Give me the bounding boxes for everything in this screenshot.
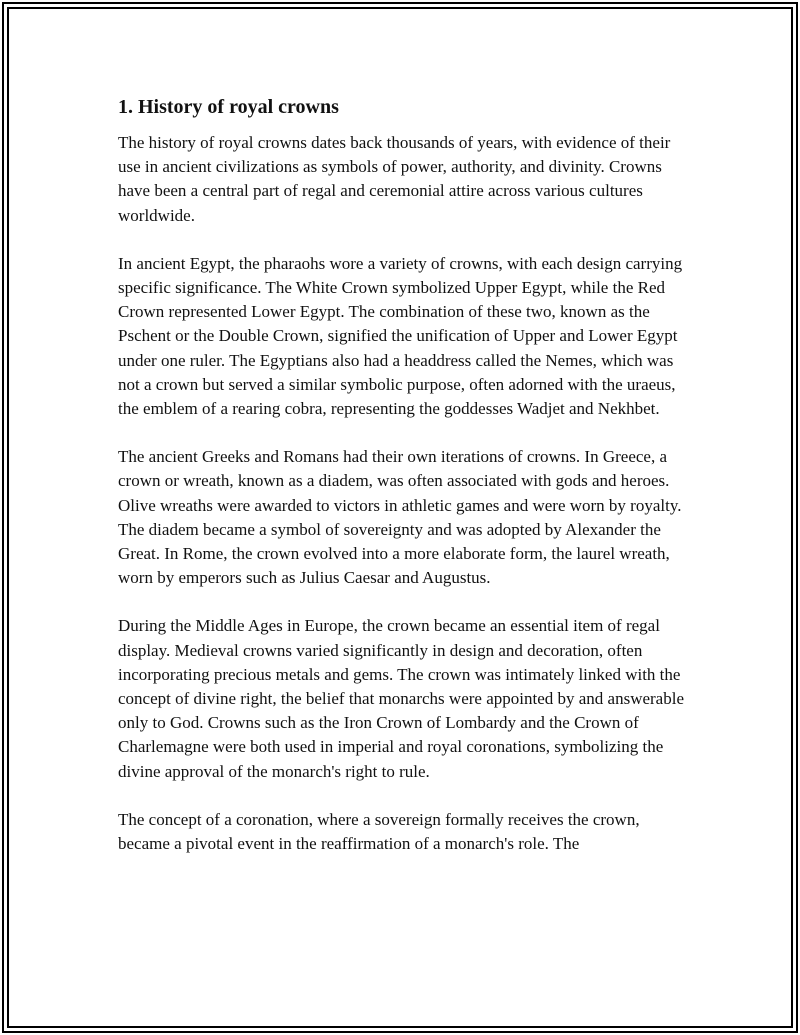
paragraph-coronation: The concept of a coronation, where a sovereign formally receives the crown, became a pivotal event in the reaffirmation of a monarch's role. The <box>118 809 640 854</box>
paragraph-egypt: In ancient Egypt, the pharaohs wore a variety of crowns, with each design carrying specific significance. The White Crown symbolized Upper Egypt, while the Red Crown represented Lower Egypt. The combination of these two, known as the Pschent or the Double Crown, signified the unification of Upper and Lower Egypt under one ruler. The Egyptians also had a headdress called the Nemes, which was not a crown but served a similar symbolic purpose, often adorned with the uraeus, the emblem of a rearing cobra, representing the goddesses Wadjet and Nekhbet. <box>118 253 683 419</box>
document-body <box>118 93 694 880</box>
paragraph-middle-ages: During the Middle Ages in Europe, the crown became an essential item of regal display. Medieval crowns varied significantly in design and decoration, often incorporating precious metals and gems. The crown was intimately linked with the concept of divine right, the belief that monarchs were appointed by and answerable only to God. Crowns such as the Iron Crown of Lombardy and the Crown of Charlemagne were both used in imperial and royal coronations, symbolizing the divine approval of the monarch's right to rule. <box>118 616 684 781</box>
paragraph-intro: The history of royal crowns dates back thousands of years, with evidence of their use in ancient civilizations as symbols of power, authority, and divinity. Crowns have been a central part of regal and ceremonial attire across various cultures worldwide. <box>118 133 671 225</box>
section-heading: 1. History of royal crowns <box>118 96 339 118</box>
paragraph-greece-rome: The ancient Greeks and Romans had their own iterations of crowns. In Greece, a crown or wreath, known as a diadem, was often associated with gods and heroes. Olive wreaths were awarded to victors in athletic games and were worn by royalty. The diadem became a symbol of sovereignty and was adopted by Alexander the Great. In Rome, the crown evolved into a more elaborate form, the laurel wreath, worn by emperors such as Julius Caesar and Augustus. <box>118 447 682 588</box>
